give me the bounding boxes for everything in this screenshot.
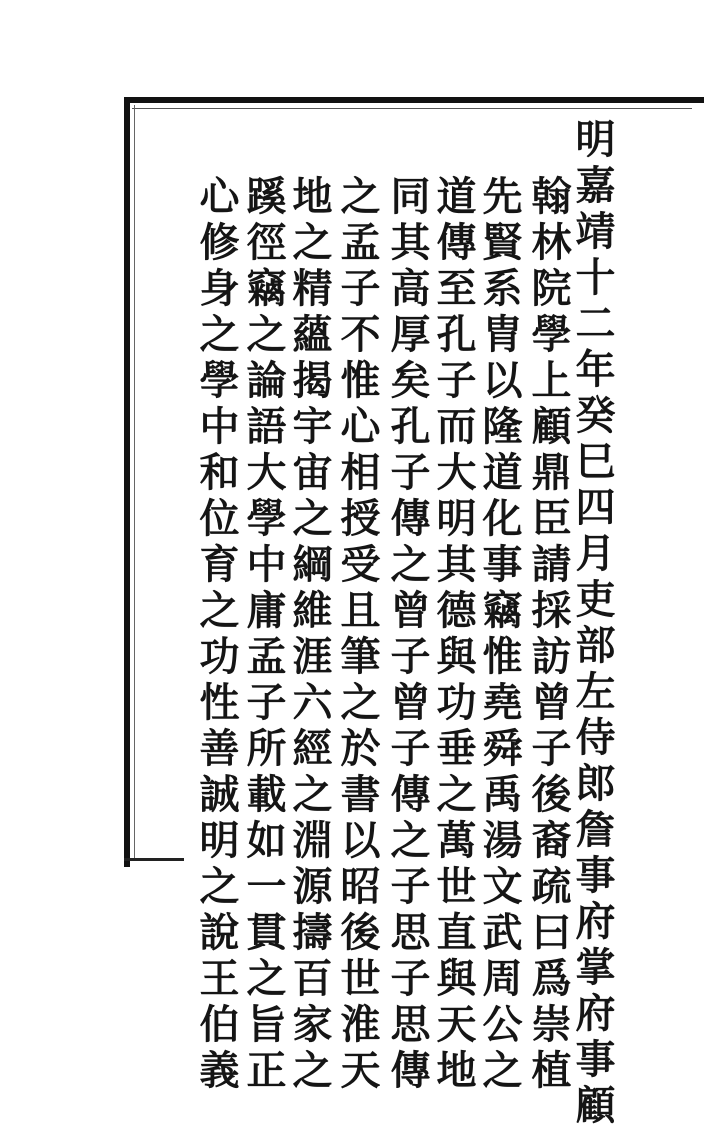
page-border-left-inner xyxy=(134,105,135,860)
page-border-top-inner xyxy=(132,108,692,109)
text-column-8: 蹊徑竊之論語大學中庸孟子所載如一貫之旨正 xyxy=(240,175,287,1095)
text-column-3: 先賢系胄以隆道化事竊惟堯舜禹湯文武周公之 xyxy=(476,175,523,1095)
text-column-1: 明嘉靖十二年癸巳四月吏部左侍郎詹事府掌府事顧 xyxy=(569,118,616,1130)
page-border-top xyxy=(126,97,704,103)
page-border-bottom xyxy=(124,858,184,861)
text-column-2: 翰林院學上顧鼎臣請採訪曾子後裔疏曰爲崇植 xyxy=(525,175,572,1095)
page-border-left xyxy=(124,97,130,867)
text-column-6: 之孟子不惟心相授受且筆之於書以昭後世淮天 xyxy=(334,175,381,1095)
text-column-5: 同其高厚矣孔子傳之曾子曾子傳之子思子思傳 xyxy=(384,175,431,1095)
text-column-9: 心修身之學中和位育之功性善誠明之說王伯義 xyxy=(193,175,240,1095)
text-column-7: 地之精蘊揭宇宙之綱維涯六經之淵源擣百家之 xyxy=(286,175,333,1095)
text-column-4: 道傳至孔子而大明其德與功垂之萬世直與天地 xyxy=(430,175,477,1095)
